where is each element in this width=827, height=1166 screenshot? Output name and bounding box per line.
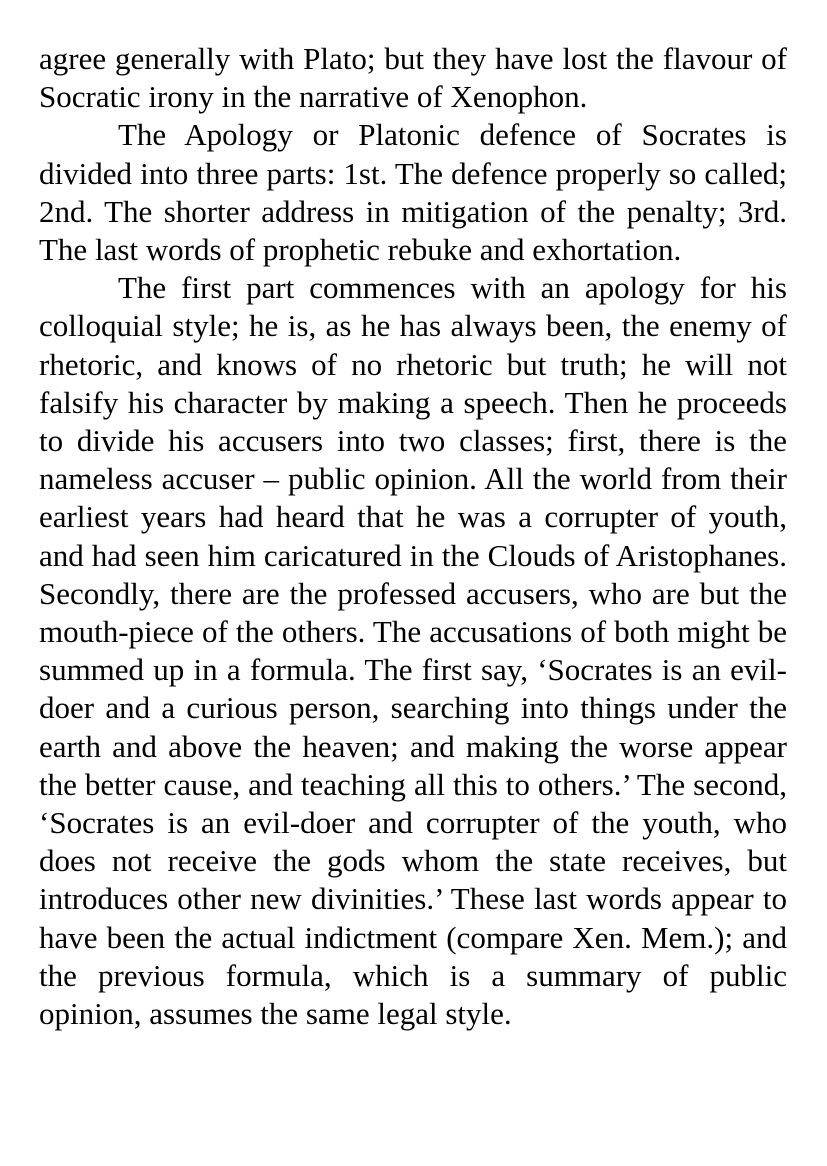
paragraph-first-part: The first part commences with an apology for his colloquial style; he is, as he has always been, the enemy of rhetoric, and knows of no rhetoric but truth; he will not falsify his character by making a speech. Then he proceeds to divide his accusers into two classes; first, there is the nameless accuser – public opinion. All the world from their earliest years had heard that he was a corrupter of youth, and had seen him caricatured in the Clouds of Aristophanes. Secondly, there are the professed accusers, who are but the mouth-piece of the others. The accusations of both might be summed up in a formula. The first say, ‘Socrates is an evil-doer and a curious person, searching into things under the earth and above the heaven; and making the worse appear the better cause, and teaching all this to others.’ The second, ‘Socrates is an evil-doer and corrupter of the youth, who does not receive the gods whom the state receives, but introduces other new divinities.’ These last words appear to have been the actual indictment (compare Xen. Mem.); and the previous formula, which is a summary of public opinion, assumes the same legal style.	[39, 270, 787, 1032]
paragraph-continuation: agree generally with Plato; but they have lost the flavour of Socratic irony in the narrative of Xenophon.	[39, 41, 787, 115]
paragraph-apology-divisions: The Apology or Platonic defence of Socrates is divided into three parts: 1st. The defence properly so called; 2nd. The shorter address in mitigation of the penalty; 3rd. The last words of prophetic rebuke and exhortation.	[39, 117, 787, 268]
document-page	[39, 40, 787, 1033]
